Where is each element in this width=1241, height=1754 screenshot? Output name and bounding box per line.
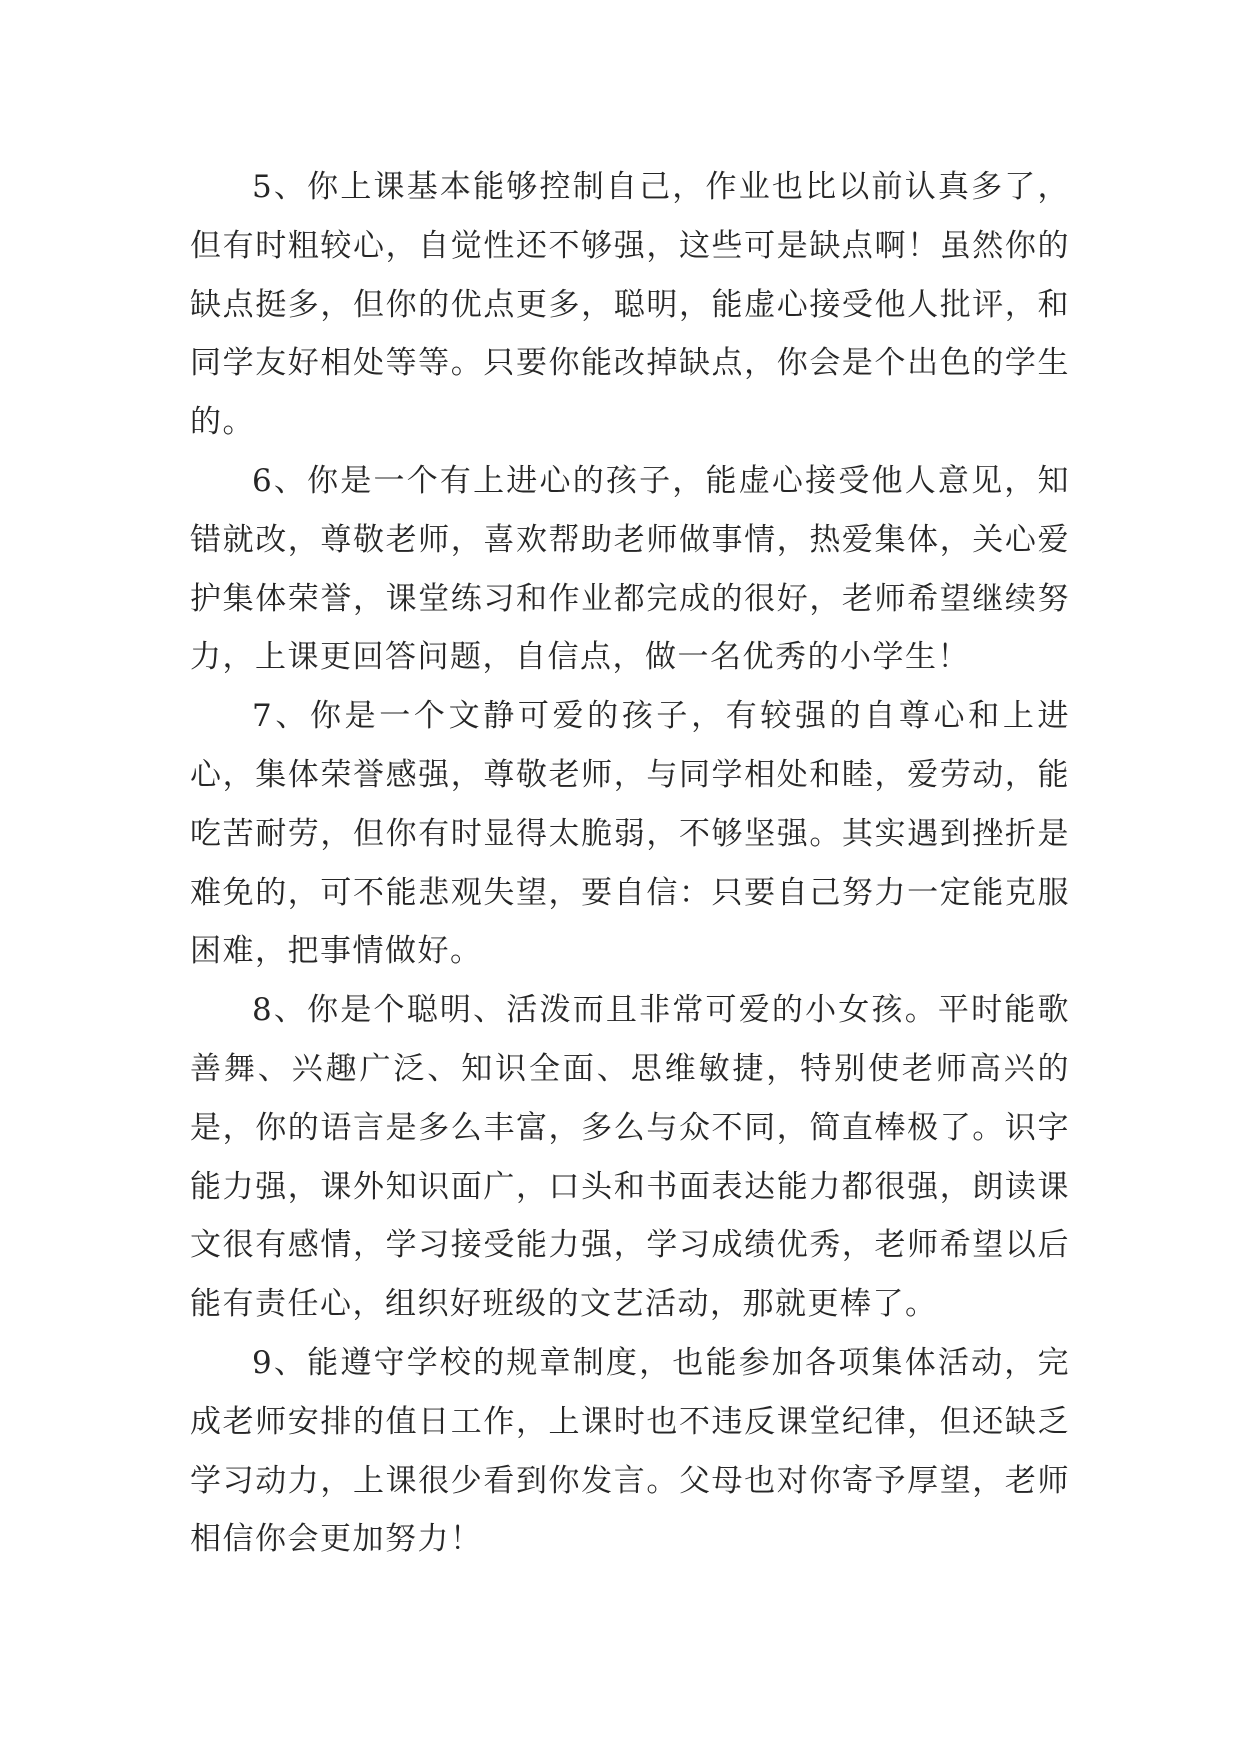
comment-paragraph-7: 7、你是一个文静可爱的孩子，有较强的自尊心和上进心，集体荣誉感强，尊敬老师，与同学相处和睦，爱劳动，能吃苦耐劳，但你有时显得太脆弱，不够坚强。其实遇到挫折是难免的，可不能悲观失望，要自信：只要自己努力一定能克服困难，把事情做好。 <box>190 698 1070 970</box>
document-body <box>190 158 1070 1569</box>
comment-paragraph-5: 5、你上课基本能够控制自己，作业也比以前认真多了，但有时粗较心，自觉性还不够强，这些可是缺点啊！虽然你的缺点挺多，但你的优点更多，聪明，能虚心接受他人批评，和同学友好相处等等。只要你能改掉缺点，你会是个出色的学生的。 <box>190 169 1070 441</box>
comment-paragraph-6: 6、你是一个有上进心的孩子，能虚心接受他人意见，知错就改，尊敬老师，喜欢帮助老师做事情，热爱集体，关心爱护集体荣誉，课堂练习和作业都完成的很好，老师希望继续努力，上课更回答问题，自信点，做一名优秀的小学生！ <box>190 462 1070 676</box>
comment-paragraph-8: 8、你是个聪明、活泼而且非常可爱的小女孩。平时能歌善舞、兴趣广泛、知识全面、思维敏捷，特别使老师高兴的是，你的语言是多么丰富，多么与众不同，简直棒极了。识字能力强，课外知识面广，口头和书面表达能力都很强，朗读课文很有感情，学习接受能力强，学习成绩优秀，老师希望以后能有责任心，组织好班级的文艺活动，那就更棒了。 <box>190 992 1070 1323</box>
comment-paragraph-9: 9、能遵守学校的规章制度，也能参加各项集体活动，完成老师安排的值日工作，上课时也不违反课堂纪律，但还缺乏学习动力，上课很少看到你发言。父母也对你寄予厚望，老师相信你会更加努力！ <box>190 1344 1070 1558</box>
